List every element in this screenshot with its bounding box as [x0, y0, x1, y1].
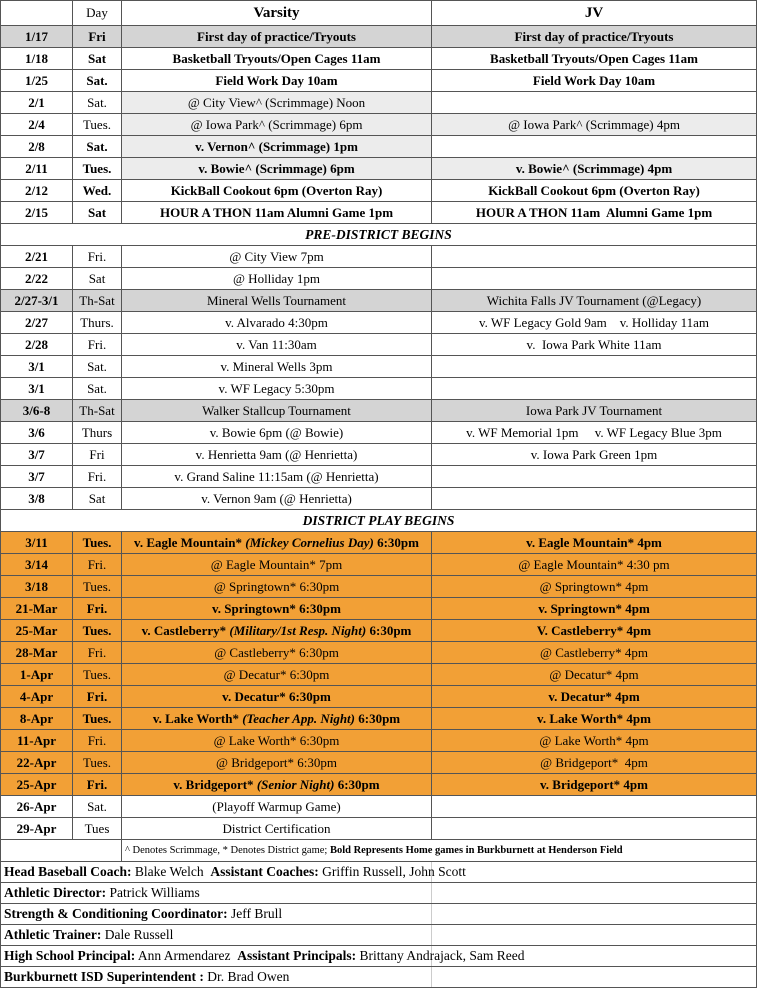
varsity-cell	[122, 290, 432, 312]
varsity-text: @ Decatur* 6:30pm	[223, 666, 330, 682]
varsity-text: v. WF Legacy 5:30pm	[218, 380, 335, 396]
header-row	[1, 1, 757, 26]
staff-cell	[1, 862, 466, 883]
staff-empty-cell	[432, 883, 757, 904]
day-cell: Sat.	[73, 70, 122, 92]
jv-cell: Basketball Tryouts/Open Cages 11am	[432, 48, 757, 70]
jv-cell	[432, 818, 757, 840]
day-cell: Fri.	[73, 642, 122, 664]
varsity-cell	[122, 334, 432, 356]
jv-cell	[432, 92, 757, 114]
jv-cell: @ Eagle Mountain* 4:30 pm	[432, 554, 757, 576]
staff-cell	[1, 946, 525, 967]
varsity-cell	[122, 488, 432, 510]
day-cell: Thurs	[73, 422, 122, 444]
jv-cell: v. Springtown* 4pm	[432, 598, 757, 620]
staff-row	[1, 883, 757, 904]
varsity-text: HOUR A THON 11am Alumni Game 1pm	[159, 204, 394, 220]
date-cell: 3/6	[1, 422, 73, 444]
day-cell: Fri.	[73, 598, 122, 620]
varsity-text: @ Castleberry* 6:30pm	[214, 644, 339, 660]
varsity-text: @ City View 7pm	[229, 248, 324, 264]
date-cell: 29-Apr	[1, 818, 73, 840]
schedule-body	[1, 26, 757, 840]
schedule-row	[1, 554, 757, 576]
section-banner-row	[1, 510, 757, 532]
staff-role-label: Strength & Conditioning Coordinator:	[4, 906, 228, 921]
varsity-cell	[122, 92, 432, 114]
schedule-row	[1, 202, 757, 224]
varsity-text: v. Eagle Mountain*	[134, 534, 246, 550]
day-cell: Tues.	[73, 114, 122, 136]
varsity-text: v. Vernon^ (Scrimmage) 1pm	[195, 138, 358, 154]
varsity-text: v. Alvarado 4:30pm	[225, 314, 328, 330]
jv-cell	[432, 356, 757, 378]
varsity-cell	[122, 752, 432, 774]
jv-cell: v. WF Memorial 1pm v. WF Legacy Blue 3pm	[432, 422, 757, 444]
varsity-cell	[122, 268, 432, 290]
staff-role-label: Athletic Director:	[4, 885, 107, 900]
schedule-row	[1, 620, 757, 642]
header-varsity: Varsity	[122, 1, 432, 26]
legend-plain: ^ Denotes Scrimmage, * Denotes District game;	[125, 844, 330, 856]
varsity-text: @ Iowa Park^ (Scrimmage) 6pm	[190, 116, 363, 132]
day-cell: Fri.	[73, 774, 122, 796]
jv-cell: @ Iowa Park^ (Scrimmage) 4pm	[432, 114, 757, 136]
varsity-text: v. Mineral Wells 3pm	[220, 358, 333, 374]
legend-text	[122, 840, 757, 862]
date-cell: 2/27-3/1	[1, 290, 73, 312]
staff-person-name: Jeff Brull	[227, 906, 283, 921]
varsity-text: @ City View^ (Scrimmage) Noon	[187, 94, 366, 110]
varsity-time: 6:30pm	[355, 710, 401, 726]
day-cell: Tues.	[73, 752, 122, 774]
varsity-text: @ Eagle Mountain* 7pm	[210, 556, 343, 572]
date-cell: 3/11	[1, 532, 73, 554]
staff-cell	[1, 904, 432, 925]
varsity-time: 6:30pm	[373, 534, 419, 550]
jv-cell: v. WF Legacy Gold 9am v. Holliday 11am	[432, 312, 757, 334]
varsity-cell	[122, 378, 432, 400]
day-cell: Tues.	[73, 664, 122, 686]
schedule-row	[1, 92, 757, 114]
day-cell: Fri.	[73, 334, 122, 356]
varsity-cell	[122, 818, 432, 840]
varsity-event-note: (Military/1st Resp. Night)	[229, 622, 367, 638]
jv-cell: @ Decatur* 4pm	[432, 664, 757, 686]
header-day: Day	[73, 1, 122, 26]
staff-person-name: Dale Russell	[101, 927, 174, 942]
jv-cell: Iowa Park JV Tournament	[432, 400, 757, 422]
staff-role-label: Assistant Principals:	[237, 948, 357, 963]
jv-cell: Wichita Falls JV Tournament (@Legacy)	[432, 290, 757, 312]
varsity-text: @ Lake Worth* 6:30pm	[213, 732, 340, 748]
staff-person-name: Patrick Williams	[106, 885, 200, 900]
jv-cell: @ Lake Worth* 4pm	[432, 730, 757, 752]
varsity-cell	[122, 444, 432, 466]
varsity-text: v. Bridgeport*	[173, 776, 257, 792]
varsity-cell	[122, 686, 432, 708]
schedule-row	[1, 466, 757, 488]
schedule-row	[1, 26, 757, 48]
legend-bold: Bold Represents Home games in Burkburnett at Henderson Field	[329, 844, 623, 856]
varsity-cell	[122, 554, 432, 576]
day-cell: Thurs.	[73, 312, 122, 334]
varsity-text: v. Bowie^ (Scrimmage) 6pm	[198, 160, 355, 176]
varsity-text: KickBall Cookout 6pm (Overton Ray)	[170, 182, 383, 198]
date-cell: 2/22	[1, 268, 73, 290]
varsity-text: Field Work Day 10am	[215, 72, 338, 88]
staff-role-label: High School Principal:	[4, 948, 136, 963]
header-jv: JV	[432, 1, 757, 26]
jv-cell	[432, 378, 757, 400]
day-cell: Wed.	[73, 180, 122, 202]
jv-cell: v. Eagle Mountain* 4pm	[432, 532, 757, 554]
jv-cell: v. Decatur* 4pm	[432, 686, 757, 708]
jv-cell: v. Lake Worth* 4pm	[432, 708, 757, 730]
date-cell: 2/4	[1, 114, 73, 136]
staff-empty-cell	[432, 904, 757, 925]
date-cell: 25-Mar	[1, 620, 73, 642]
varsity-text: v. Springtown* 6:30pm	[212, 600, 341, 616]
varsity-cell	[122, 598, 432, 620]
varsity-cell	[122, 532, 432, 554]
schedule-row	[1, 246, 757, 268]
staff-person-name: Griffin Russell, John Scott	[318, 864, 466, 879]
schedule-row	[1, 70, 757, 92]
varsity-time: 6:30pm	[334, 776, 380, 792]
varsity-text: Basketball Tryouts/Open Cages 11am	[172, 50, 381, 66]
varsity-cell	[122, 202, 432, 224]
varsity-event-note: (Teacher App. Night)	[242, 710, 355, 726]
jv-cell	[432, 268, 757, 290]
schedule-row	[1, 136, 757, 158]
day-cell: Tues.	[73, 158, 122, 180]
date-cell: 25-Apr	[1, 774, 73, 796]
varsity-text: v. Henrietta 9am (@ Henrietta)	[195, 446, 358, 462]
varsity-cell	[122, 642, 432, 664]
schedule-row	[1, 664, 757, 686]
varsity-cell	[122, 774, 432, 796]
day-cell: Fri.	[73, 246, 122, 268]
date-cell: 2/12	[1, 180, 73, 202]
date-cell: 1-Apr	[1, 664, 73, 686]
day-cell: Sat	[73, 48, 122, 70]
day-cell: Fri.	[73, 686, 122, 708]
schedule-row	[1, 774, 757, 796]
varsity-cell	[122, 136, 432, 158]
jv-cell	[432, 488, 757, 510]
varsity-cell	[122, 180, 432, 202]
schedule-row	[1, 444, 757, 466]
varsity-text: Walker Stallcup Tournament	[202, 402, 351, 418]
day-cell: Tues.	[73, 532, 122, 554]
legend-row	[1, 840, 757, 862]
schedule-row	[1, 158, 757, 180]
staff-row	[1, 862, 757, 883]
date-cell: 3/1	[1, 356, 73, 378]
schedule-row	[1, 378, 757, 400]
date-cell: 22-Apr	[1, 752, 73, 774]
staff-cell	[1, 925, 432, 946]
schedule-row	[1, 180, 757, 202]
date-cell: 21-Mar	[1, 598, 73, 620]
schedule-row	[1, 576, 757, 598]
varsity-cell	[122, 114, 432, 136]
schedule-row	[1, 686, 757, 708]
date-cell: 4-Apr	[1, 686, 73, 708]
jv-cell: Field Work Day 10am	[432, 70, 757, 92]
varsity-text: @ Bridgeport* 6:30pm	[215, 754, 338, 770]
varsity-text: v. Castleberry*	[141, 622, 230, 638]
day-cell: Th-Sat	[73, 290, 122, 312]
staff-row	[1, 904, 757, 925]
staff-person-name: Dr. Brad Owen	[203, 969, 290, 984]
day-cell: Sat	[73, 202, 122, 224]
varsity-cell	[122, 48, 432, 70]
varsity-cell	[122, 246, 432, 268]
staff-person-name: Blake Welch	[131, 864, 211, 879]
date-cell: 3/14	[1, 554, 73, 576]
schedule-row	[1, 268, 757, 290]
date-cell: 3/1	[1, 378, 73, 400]
jv-cell: HOUR A THON 11am Alumni Game 1pm	[432, 202, 757, 224]
date-cell: 3/7	[1, 444, 73, 466]
jv-cell: KickBall Cookout 6pm (Overton Ray)	[432, 180, 757, 202]
date-cell: 26-Apr	[1, 796, 73, 818]
section-banner: DISTRICT PLAY BEGINS	[1, 510, 757, 532]
date-cell: 2/15	[1, 202, 73, 224]
day-cell: Sat.	[73, 796, 122, 818]
staff-cell	[1, 883, 432, 904]
varsity-cell	[122, 422, 432, 444]
varsity-text: v. Vernon 9am (@ Henrietta)	[201, 490, 352, 506]
varsity-text: First day of practice/Tryouts	[197, 28, 356, 44]
staff-empty-cell	[432, 862, 757, 883]
staff-row	[1, 925, 757, 946]
varsity-text: @ Holliday 1pm	[232, 270, 321, 286]
day-cell: Fri.	[73, 466, 122, 488]
staff-person-name: Ann Armendarez	[135, 948, 238, 963]
staff-row	[1, 967, 757, 988]
day-cell: Sat.	[73, 136, 122, 158]
staff-role-label: Assistant Coaches:	[210, 864, 319, 879]
schedule-row	[1, 818, 757, 840]
day-cell: Th-Sat	[73, 400, 122, 422]
staff-role-label: Burkburnett ISD Superintendent :	[4, 969, 204, 984]
staff-empty-cell	[432, 967, 757, 988]
day-cell: Tues.	[73, 708, 122, 730]
day-cell: Tues.	[73, 620, 122, 642]
date-cell: 1/25	[1, 70, 73, 92]
jv-cell: v. Bowie^ (Scrimmage) 4pm	[432, 158, 757, 180]
day-cell: Sat	[73, 268, 122, 290]
day-cell: Sat.	[73, 92, 122, 114]
schedule-row	[1, 312, 757, 334]
jv-cell: v. Bridgeport* 4pm	[432, 774, 757, 796]
varsity-text: District Certification	[222, 820, 331, 836]
schedule-row	[1, 400, 757, 422]
date-cell: 2/1	[1, 92, 73, 114]
date-cell: 8-Apr	[1, 708, 73, 730]
day-cell: Sat	[73, 488, 122, 510]
varsity-cell	[122, 576, 432, 598]
varsity-event-note: (Senior Night)	[256, 776, 335, 792]
varsity-text: (Playoff Warmup Game)	[212, 798, 341, 814]
day-cell: Tues.	[73, 576, 122, 598]
varsity-text: @ Springtown* 6:30pm	[213, 578, 340, 594]
day-cell: Sat.	[73, 356, 122, 378]
schedule-row	[1, 642, 757, 664]
schedule-row	[1, 532, 757, 554]
varsity-text: v. Lake Worth*	[152, 710, 243, 726]
schedule-row	[1, 730, 757, 752]
schedule-row	[1, 796, 757, 818]
schedule-row	[1, 422, 757, 444]
jv-cell: @ Bridgeport* 4pm	[432, 752, 757, 774]
varsity-text: v. Grand Saline 11:15am (@ Henrietta)	[174, 468, 379, 484]
day-cell: Fri	[73, 444, 122, 466]
section-banner-row	[1, 224, 757, 246]
day-cell: Fri.	[73, 730, 122, 752]
staff-row	[1, 946, 757, 967]
schedule-row	[1, 356, 757, 378]
jv-cell: V. Castleberry* 4pm	[432, 620, 757, 642]
date-cell: 2/8	[1, 136, 73, 158]
varsity-time: 6:30pm	[366, 622, 412, 638]
schedule-row	[1, 752, 757, 774]
staff-role-label: Head Baseball Coach:	[4, 864, 132, 879]
staff-cell	[1, 967, 432, 988]
date-cell: 2/11	[1, 158, 73, 180]
day-cell: Sat.	[73, 378, 122, 400]
date-cell: 2/28	[1, 334, 73, 356]
varsity-event-note: (Mickey Cornelius Day)	[245, 534, 374, 550]
jv-cell: @ Castleberry* 4pm	[432, 642, 757, 664]
jv-cell: @ Springtown* 4pm	[432, 576, 757, 598]
varsity-cell	[122, 708, 432, 730]
date-cell: 3/6-8	[1, 400, 73, 422]
footer-body	[1, 840, 757, 988]
date-cell: 3/18	[1, 576, 73, 598]
varsity-cell	[122, 312, 432, 334]
varsity-cell	[122, 730, 432, 752]
staff-role-label: Athletic Trainer:	[4, 927, 102, 942]
varsity-cell	[122, 400, 432, 422]
date-cell: 3/7	[1, 466, 73, 488]
varsity-text: v. Bowie 6pm (@ Bowie)	[209, 424, 344, 440]
day-cell: Fri	[73, 26, 122, 48]
varsity-cell	[122, 796, 432, 818]
date-cell: 28-Mar	[1, 642, 73, 664]
jv-cell	[432, 796, 757, 818]
varsity-text: v. Decatur* 6:30pm	[222, 688, 331, 704]
date-cell: 11-Apr	[1, 730, 73, 752]
varsity-cell	[122, 70, 432, 92]
jv-cell	[432, 246, 757, 268]
date-cell: 1/17	[1, 26, 73, 48]
header-date	[1, 1, 73, 26]
varsity-text: Mineral Wells Tournament	[206, 292, 347, 308]
schedule-row	[1, 334, 757, 356]
section-banner: PRE-DISTRICT BEGINS	[1, 224, 757, 246]
date-cell: 2/27	[1, 312, 73, 334]
varsity-cell	[122, 158, 432, 180]
day-cell: Tues	[73, 818, 122, 840]
staff-person-name: Brittany Andrajack, Sam Reed	[356, 948, 525, 963]
schedule-row	[1, 114, 757, 136]
jv-cell: First day of practice/Tryouts	[432, 26, 757, 48]
jv-cell	[432, 136, 757, 158]
date-cell: 2/21	[1, 246, 73, 268]
varsity-cell	[122, 26, 432, 48]
date-cell: 1/18	[1, 48, 73, 70]
jv-cell: v. Iowa Park White 11am	[432, 334, 757, 356]
varsity-cell	[122, 664, 432, 686]
schedule-row	[1, 488, 757, 510]
varsity-cell	[122, 466, 432, 488]
schedule-row	[1, 598, 757, 620]
schedule-row	[1, 48, 757, 70]
day-cell: Fri.	[73, 554, 122, 576]
schedule-row	[1, 708, 757, 730]
varsity-cell	[122, 620, 432, 642]
date-cell: 3/8	[1, 488, 73, 510]
jv-cell: v. Iowa Park Green 1pm	[432, 444, 757, 466]
varsity-cell	[122, 356, 432, 378]
schedule-row	[1, 290, 757, 312]
staff-empty-cell	[432, 925, 757, 946]
varsity-text: v. Van 11:30am	[236, 336, 317, 352]
jv-cell	[432, 466, 757, 488]
